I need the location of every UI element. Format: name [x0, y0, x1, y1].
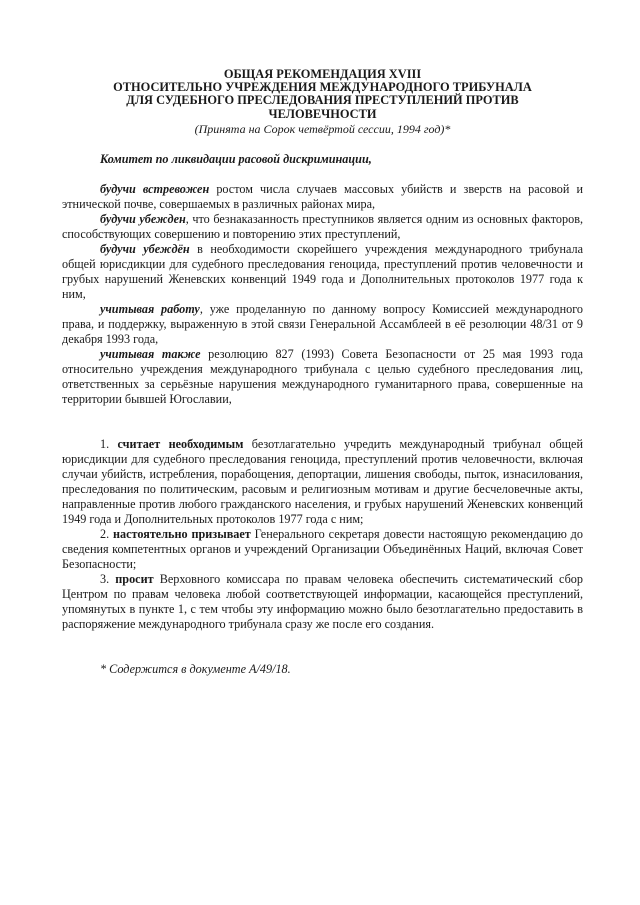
clause-text: , уже проделанную по данному вопросу Комиссией международного права, и поддержку, выраженную в этой связи Генеральной Ассамблеей в её резолюции 48/31 от 9 декабря 1993 года, [62, 301, 584, 346]
operative-clause [62, 437, 583, 527]
clause-text: ростом числа случаев массовых убийств и зверств на расовой и этнической почве, совершаемых в различных районах мира, [62, 181, 583, 211]
title-line: ОТНОСИТЕЛЬНО УЧРЕЖДЕНИЯ МЕЖДУНАРОДНОГО ТРИБУНАЛА [113, 80, 532, 95]
clause-keyword: учитывая также [100, 346, 201, 361]
clause-number: 3. [100, 571, 116, 586]
title-line: ДЛЯ СУДЕБНОГО ПРЕСЛЕДОВАНИЯ ПРЕСТУПЛЕНИЙ ПРОТИВ [126, 93, 519, 108]
clause-text: безотлагательно учредить международный трибунал общей юрисдикции для судебного преследования геноцида, преступлений против человечности, включая случаи убийств, истребления, порабощения, депортации, лишения свободы, пыток, изнасилования, преследования по политическим, расовым и религиозным мотивам и другие бесчеловечные акты, направленные против любого гражданского населения, и грубых нарушений Женевских конвенций 1949 года и Дополнительных протоколов 1977 года с ним; [62, 436, 583, 526]
clause-keyword: будучи встревожен [100, 181, 210, 196]
footnote: * Содержится в документе A/49/18. [100, 661, 291, 676]
clause-keyword: просит [115, 571, 154, 586]
operative-clause [62, 572, 583, 632]
clause-keyword: настоятельно призывает [113, 526, 251, 541]
preamble-clause [62, 302, 583, 347]
title-line: ОБЩАЯ РЕКОМЕНДАЦИЯ XVIII [223, 67, 422, 81]
preamble-clause [62, 347, 583, 407]
adoption-note: (Принята на Сорок четвёртой сессии, 1994 год)* [194, 121, 451, 136]
document-title [62, 68, 583, 121]
preamble [62, 182, 583, 407]
clause-text: в необходимости скорейшего учреждения международного трибунала общей юрисдикции для судебного преследования геноцида, преступлений против человечности и грубых нарушений Женевских конвенций 1949 года и Дополнительных протоколов 1977 года к ним, [62, 241, 583, 301]
document-page [62, 68, 583, 677]
clause-text: , что безнаказанность преступников является одним из основных факторов, способствующих совершению и повторению этих преступлений, [62, 211, 583, 241]
title-line: ЧЕЛОВЕЧНОСТИ [268, 106, 377, 121]
clause-keyword: будучи убежден [100, 211, 186, 226]
clause-keyword: будучи убеждён [100, 241, 190, 256]
preamble-clause [62, 182, 583, 212]
preamble-clause [62, 212, 583, 242]
operative-section [62, 437, 583, 632]
committee-name: Комитет по ликвидации расовой дискриминации, [100, 151, 372, 166]
clause-keyword: учитывая работу [100, 301, 200, 316]
clause-text: Верховного комиссара по правам человека обеспечить систематический сбор Центром по правам человека любой соответствующей информации, касающейся преступлений, упомянутых в пункте 1, с тем чтобы эту информацию можно было безотлагательно предоставить в распоряжение международного трибунала сразу же после его создания. [62, 571, 583, 631]
clause-number: 1. [100, 436, 118, 451]
operative-clause [62, 527, 583, 572]
clause-text: Генерального секретаря довести настоящую рекомендацию до сведения компетентных органов и учреждений Организации Объединённых Наций, включая Совет Безопасности; [62, 526, 583, 571]
clause-keyword: считает необходимым [117, 436, 244, 451]
clause-number: 2. [100, 526, 114, 541]
clause-text: резолюцию 827 (1993) Совета Безопасности от 25 мая 1993 года относительно учреждения международного трибунала с целью судебного преследования лиц, ответственных за серьёзные нарушения международного гуманитарного права, совершенные на территории бывшей Югославии, [62, 346, 584, 406]
preamble-clause [62, 242, 583, 302]
